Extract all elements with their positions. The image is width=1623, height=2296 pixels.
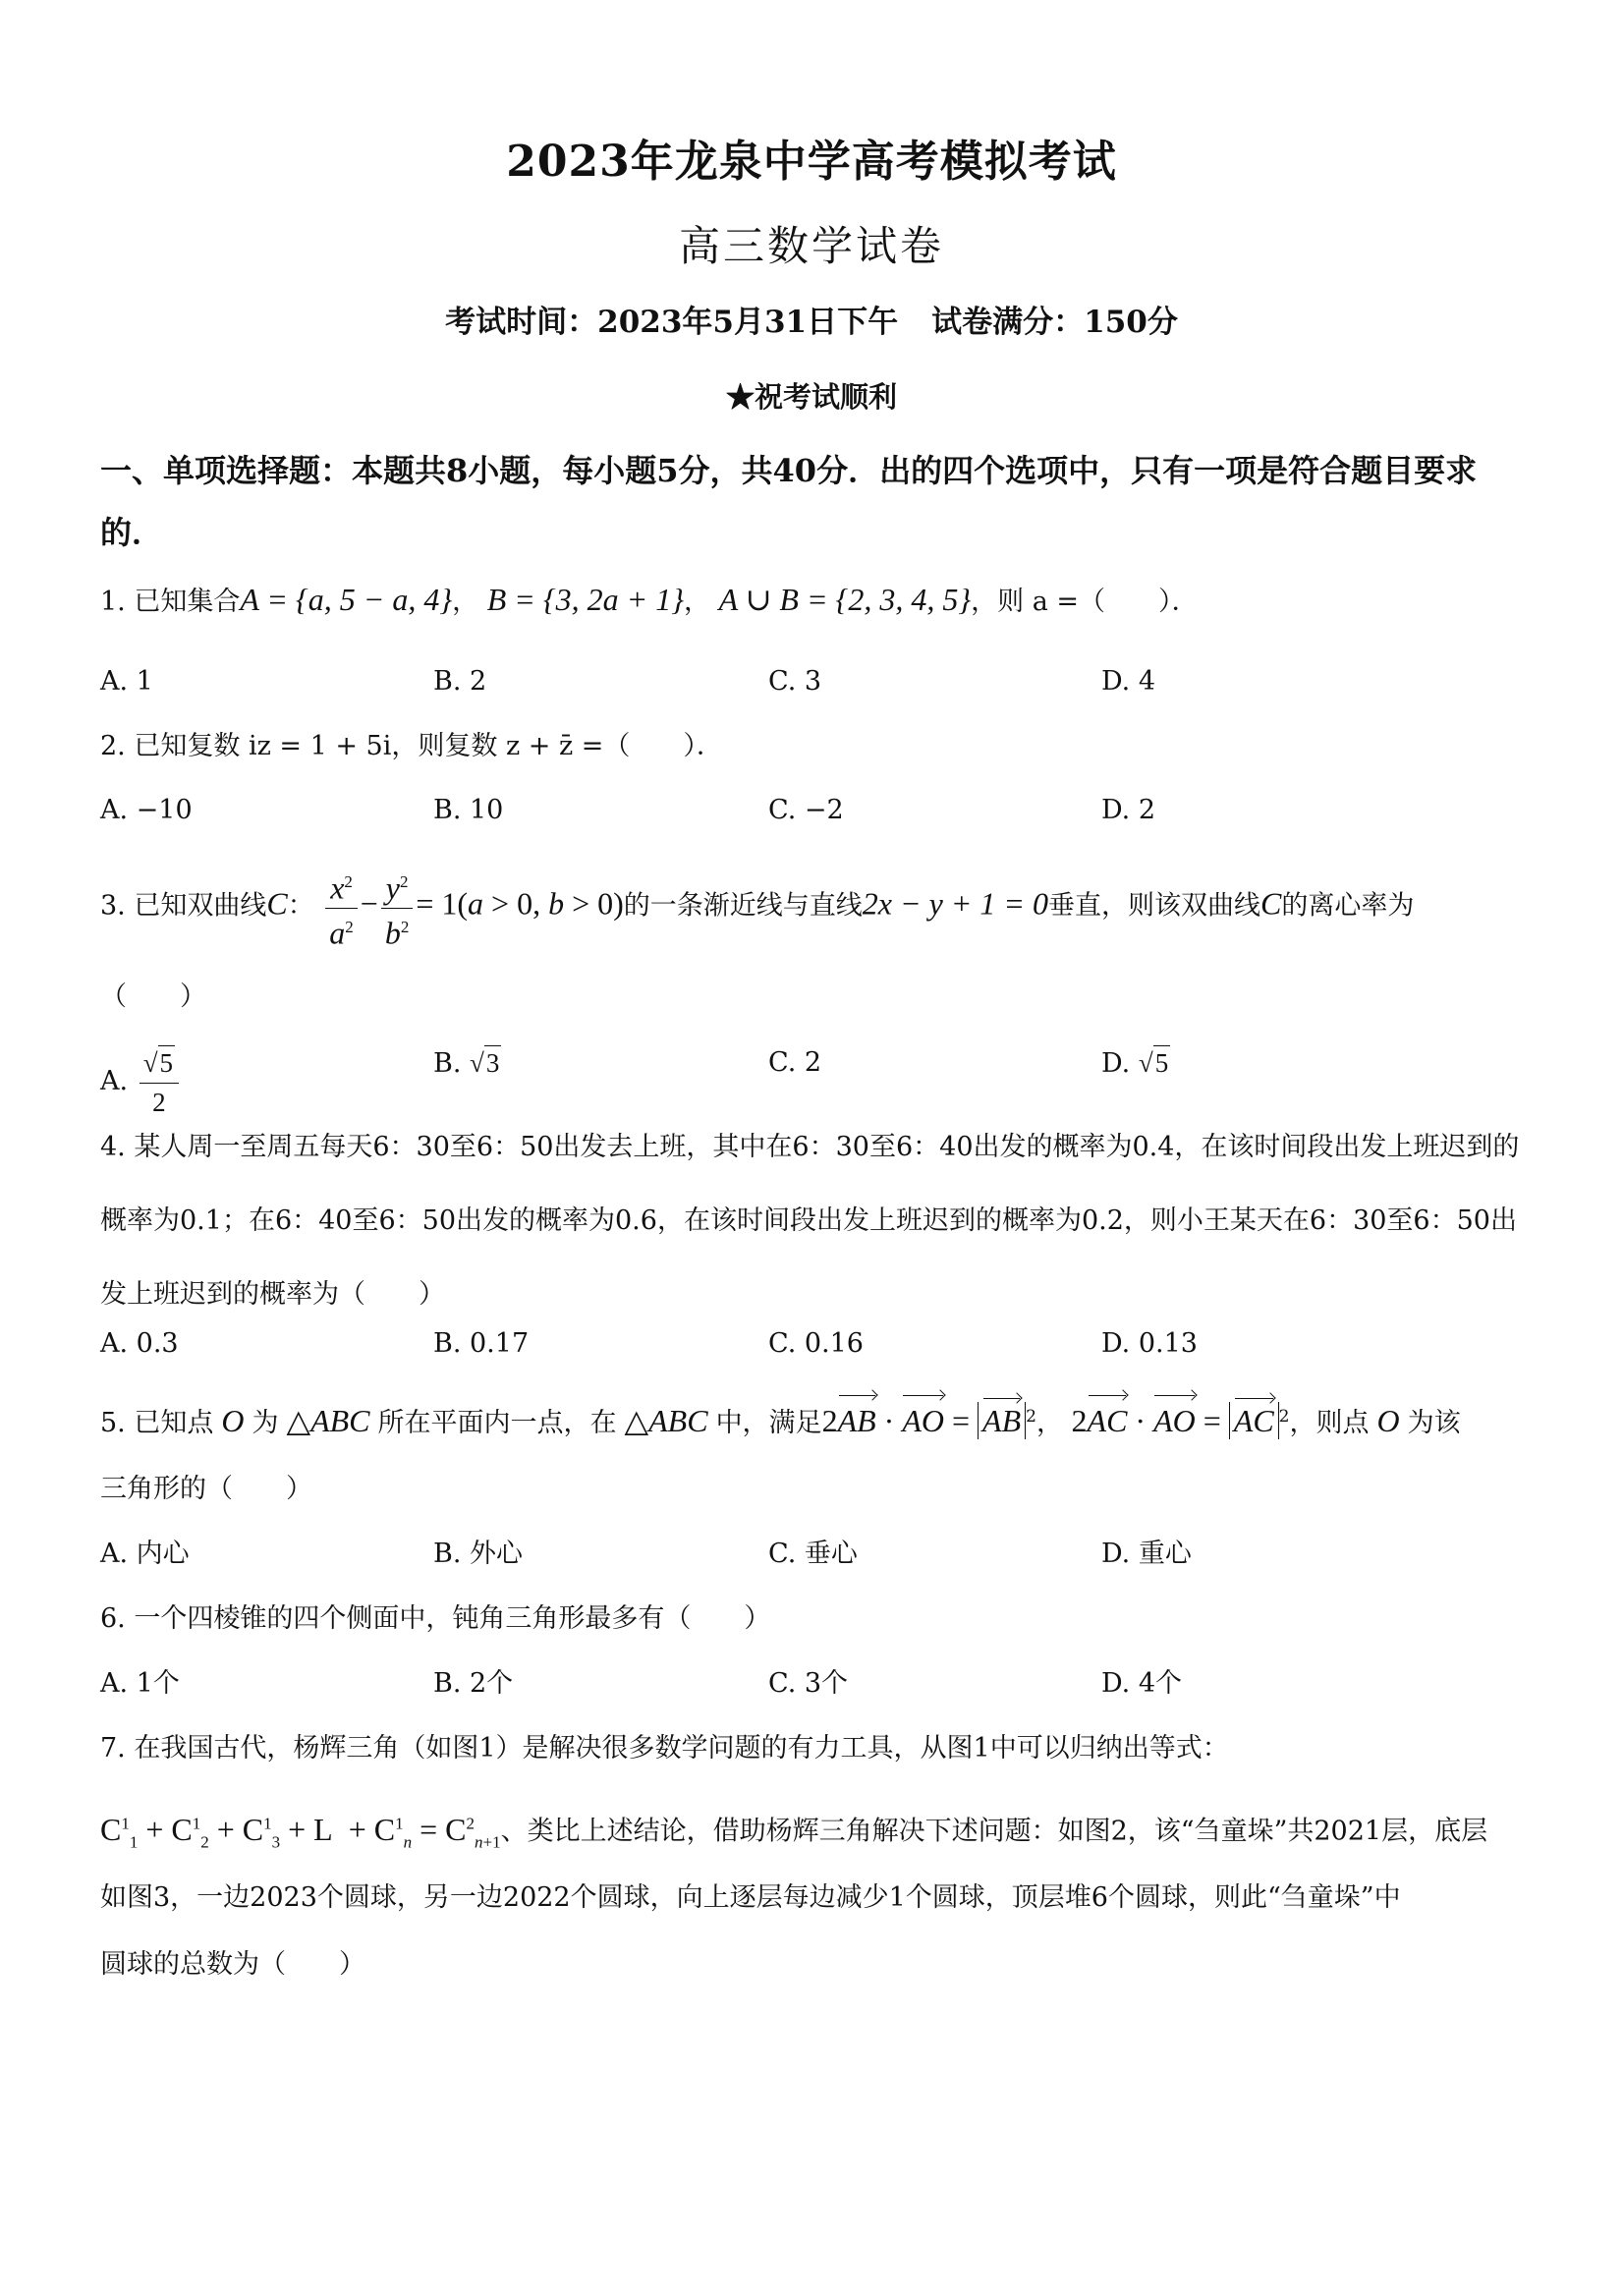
- option-a: A. $\frac{√5}{2}$: [100, 1043, 182, 1121]
- options-6: [100, 1664, 1535, 1704]
- question-5: 5. 已知点 O 为 △ABC 所在平面内一点，在 △ABC 中，满足2AB · AO = AB $^2$， 2AC · AO = AC $^2$，则点 O 为该: [100, 1403, 1461, 1438]
- formula-set-b: B = {3, 2a + 1}: [486, 582, 685, 617]
- option-a: A. 内心: [100, 1539, 190, 1569]
- question-4: [100, 1110, 1535, 1331]
- question-number: 5.: [100, 1408, 126, 1438]
- question-3: 3. 已知双曲线C： $\frac{x^2}{a^2}$ − $\frac{y^2}{b^2}$ = 1(a > 0, b > 0)的一条渐近线与直线2x − y + 1 = 0垂直，则该双曲线C的离心率为: [100, 863, 1535, 951]
- option-b: B. 外心: [433, 1539, 524, 1569]
- question-stem: 一个四棱锥的四个侧面中，钝角三角形最多有（ ）: [134, 1603, 771, 1634]
- option-b: B. 0.17: [433, 1328, 530, 1359]
- formula-x2-a2: $\frac{x^2}{a^2}$: [325, 863, 358, 951]
- question-number: 4.: [100, 1132, 126, 1162]
- option-a: A. −10: [100, 795, 193, 825]
- options-5: [100, 1535, 1535, 1574]
- question-7-line4: 圆球的总数为（ ）: [100, 1949, 365, 1980]
- question-stem: 已知双曲线: [134, 890, 267, 922]
- question-stem-line1: 在我国古代，杨辉三角（如图1）是解决很多数学问题的有力工具，从图1中可以归纳出等式：: [134, 1733, 1229, 1764]
- option-c: C. 0.16: [768, 1328, 864, 1359]
- question-number: 2.: [100, 731, 126, 761]
- exam-subtitle: 高三数学试卷: [678, 222, 944, 270]
- question-7-line3: 如图3，一边2023个圆球，另一边2022个圆球，向上逐层每边减少1个圆球，顶层堆6个圆球，则此“刍童垛”中: [100, 1882, 1401, 1913]
- question-number: 6.: [100, 1603, 126, 1634]
- option-b: B. 2: [433, 666, 487, 697]
- question-stem: 已知复数 iz = 1 + 5i，则复数 z + z̄ =（ ）．: [134, 731, 723, 761]
- option-a: A. 0.3: [100, 1328, 179, 1359]
- option-b: B. 2个: [433, 1668, 514, 1699]
- question-stem: 某人周一至周五每天6：30至6：50出发去上班，其中在6：30至6：40出发的概率为0.4，在该时间段出发上班迟到的概率为0.1；在6：40至6：50出发的概率为0.6，在该时间段出发上班迟到的概率为0.2，则小王某天在6：30至6：50出发上班迟到的概率为（ ）: [100, 1132, 1520, 1310]
- option-d: D. 0.13: [1101, 1328, 1198, 1359]
- options-3: [100, 1043, 1535, 1117]
- question-stem-mid: 的一条渐近线与直线: [623, 890, 863, 922]
- question-6: [100, 1599, 1535, 1639]
- option-a: A. 1: [100, 666, 153, 697]
- question-3-paren: （ ）: [100, 981, 206, 1012]
- option-a: A. 1个: [100, 1668, 180, 1699]
- question-7: [100, 1729, 1535, 1768]
- question-stem: 已知集合: [134, 587, 241, 617]
- option-c: C. 2: [768, 1047, 822, 1078]
- question-2: [100, 727, 1535, 766]
- question-stem-end: ，则 a =（ ）．: [971, 587, 1199, 617]
- option-d: D. 重心: [1101, 1539, 1192, 1569]
- question-7-line2: $C^1_1 + C^1_2 + C^1_3 + L + C^1_n = C^2_{n+1}$、类比上述结论，借助杨辉三角解决下述问题：如图2，该“刍童垛”共2021层，底层: [100, 1811, 1488, 1852]
- exam-wish: ★祝考试顺利: [725, 380, 897, 414]
- option-c: C. 3: [768, 666, 822, 697]
- formula-y2-b2: $\frac{y^2}{b^2}$: [381, 863, 414, 951]
- exam-title: 2023年龙泉中学高考模拟考试: [506, 137, 1117, 187]
- option-c: C. 垂心: [768, 1539, 858, 1569]
- option-d: D. 4: [1101, 666, 1156, 697]
- formula-sqrt5-over-2: $\frac{√5}{2}$: [140, 1043, 179, 1121]
- formula-line: 2x − y + 1 = 0: [862, 885, 1048, 922]
- option-d: D. 4个: [1101, 1668, 1183, 1699]
- formula-union: A ∪ B = {2, 3, 4, 5}: [718, 582, 972, 617]
- exam-info: [0, 297, 1623, 341]
- question-stem-end2: 的离心率为: [1281, 890, 1415, 922]
- question-number: 7.: [100, 1733, 126, 1764]
- exam-score: 试卷满分：150分: [931, 305, 1178, 340]
- question-stem: 已知点: [134, 1408, 214, 1438]
- question-5-line2: 三角形的（ ）: [100, 1474, 312, 1504]
- section-heading: 一、单项选择题：本题共8小题，每小题5分，共40分．出的四个选项中，只有一项是符合题目要求的．: [100, 452, 1478, 551]
- option-d: D. 2: [1101, 795, 1156, 825]
- options-1: [100, 662, 1535, 701]
- option-c: C. −2: [768, 795, 844, 825]
- formula-set-a: A = {a, 5 − a, 4}: [240, 582, 453, 617]
- options-2: [100, 791, 1535, 830]
- formula-combination-sum: $C^1_1 + C^1_2 + C^1_3 + L + C^1_n = C^2_{n+1}$: [100, 1811, 501, 1852]
- question-stem-end: 垂直，则该双曲线: [1047, 890, 1260, 922]
- option-d: D. √5: [1101, 1043, 1170, 1084]
- question-number: 3.: [100, 890, 126, 922]
- question-number: 1.: [100, 587, 126, 617]
- option-c: C. 3个: [768, 1668, 849, 1699]
- question-1: 1. 已知集合A = {a, 5 − a, 4}， B = {3, 2a + 1}， A ∪ B = {2, 3, 4, 5}，则 a =（ ）．: [100, 582, 1199, 617]
- option-b: B. √3: [433, 1043, 501, 1084]
- option-b: B. 10: [433, 795, 504, 825]
- options-4: [100, 1324, 1535, 1364]
- exam-time: 考试时间：2023年5月31日下午: [445, 305, 899, 340]
